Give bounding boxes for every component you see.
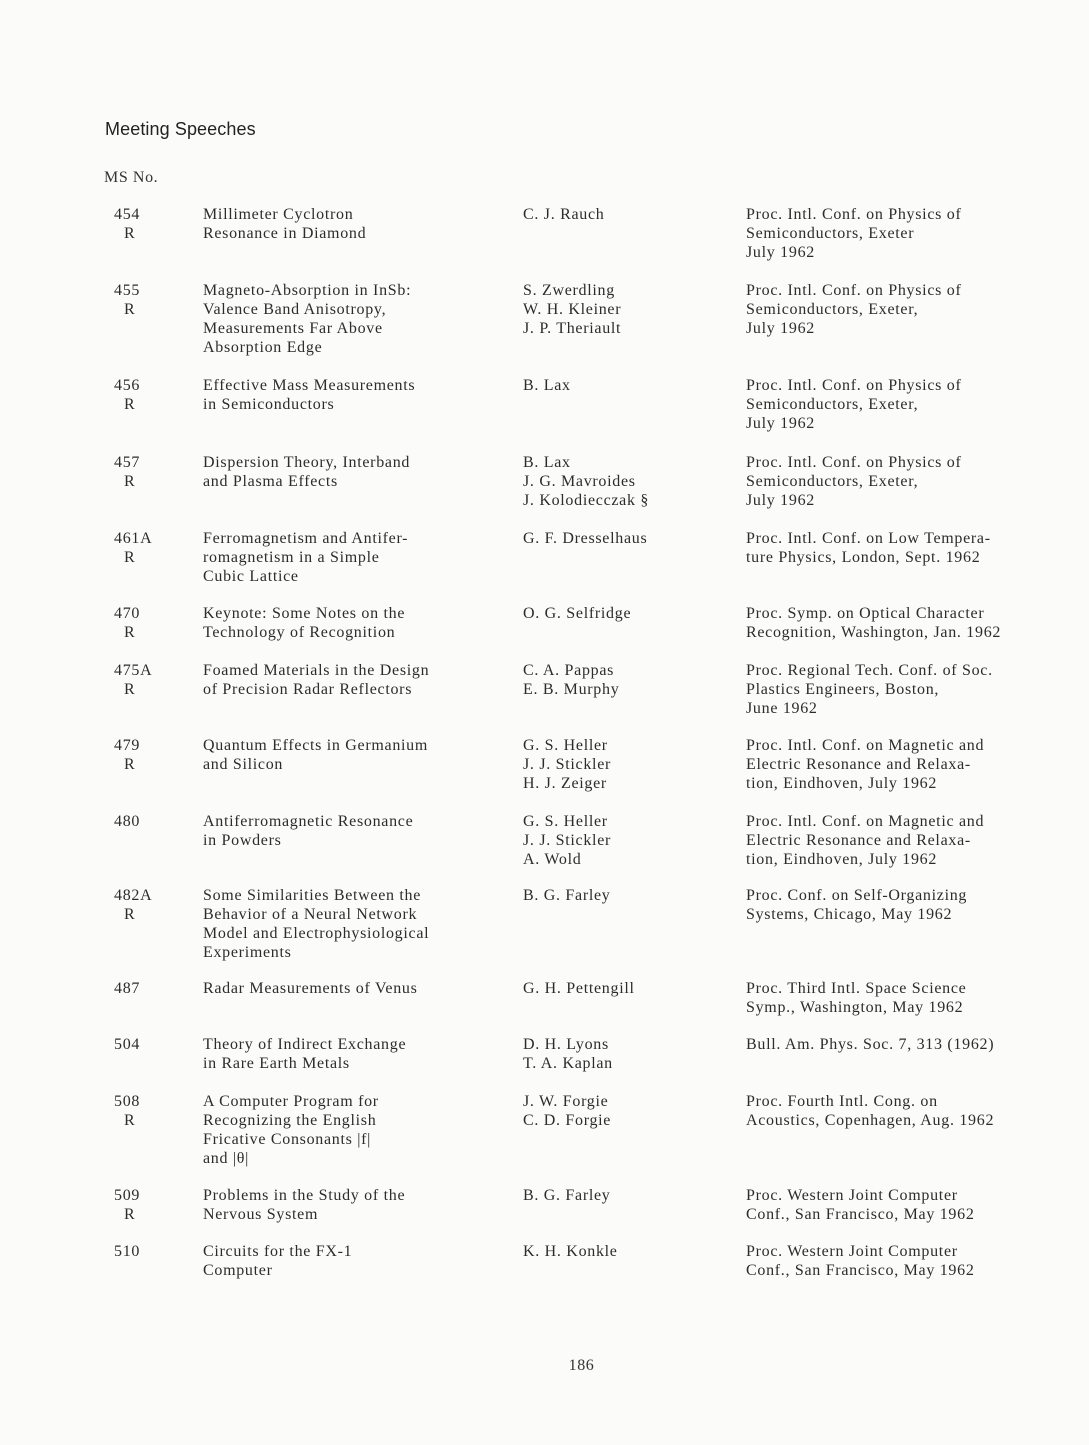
- speech-title: [203, 529, 513, 586]
- speech-authors: [523, 604, 733, 623]
- ms-number-value: 456: [114, 377, 141, 394]
- ms-number: [114, 1186, 174, 1224]
- ms-revision-mark: R: [124, 473, 136, 490]
- publication-line: Proc. Fourth Intl. Cong. on: [746, 1093, 938, 1110]
- speech-title-line: Antiferromagnetic Resonance: [203, 813, 414, 830]
- ms-number: [114, 1092, 174, 1130]
- speech-title: [203, 604, 513, 642]
- speech-title-line: Measurements Far Above: [203, 320, 383, 337]
- author-name: B. G. Farley: [523, 887, 611, 904]
- ms-number-value: 461A: [114, 530, 153, 547]
- publication-line: Conf., San Francisco, May 1962: [746, 1262, 975, 1279]
- speech-publication: [746, 736, 1086, 793]
- speech-authors: [523, 979, 733, 998]
- speech-title: [203, 1035, 513, 1073]
- speech-title: [203, 661, 513, 699]
- ms-number-value: 454: [114, 206, 141, 223]
- ms-number-value: 479: [114, 737, 141, 754]
- author-name: D. H. Lyons: [523, 1036, 609, 1053]
- ms-number: [114, 453, 174, 491]
- publication-line: Proc. Intl. Conf. on Magnetic and: [746, 813, 985, 830]
- ms-number: [114, 281, 174, 319]
- ms-revision-mark: R: [124, 225, 136, 242]
- page-number: 186: [568, 1357, 595, 1374]
- author-name: E. B. Murphy: [523, 681, 620, 698]
- publication-line: Semiconductors, Exeter,: [746, 396, 919, 413]
- ms-number-value: 487: [114, 980, 141, 997]
- ms-number-column-label: MS No.: [104, 169, 159, 186]
- speech-publication: [746, 453, 1086, 510]
- publication-line: Proc. Regional Tech. Conf. of Soc.: [746, 662, 993, 679]
- author-name: J. W. Forgie: [523, 1093, 609, 1110]
- author-name: C. A. Pappas: [523, 662, 615, 679]
- publication-line: Recognition, Washington, Jan. 1962: [746, 624, 1002, 641]
- ms-number: [114, 529, 174, 567]
- publication-line: Proc. Third Intl. Space Science: [746, 980, 967, 997]
- speech-title-line: Resonance in Diamond: [203, 225, 367, 242]
- author-name: J. J. Stickler: [523, 756, 612, 773]
- speech-authors: [523, 1035, 733, 1073]
- author-name: J. P. Theriault: [523, 320, 622, 337]
- publication-line: Proc. Intl. Conf. on Magnetic and: [746, 737, 985, 754]
- speech-authors: [523, 376, 733, 395]
- speech-publication: [746, 281, 1086, 338]
- publication-line: Acoustics, Copenhagen, Aug. 1962: [746, 1112, 995, 1129]
- publication-line: Systems, Chicago, May 1962: [746, 906, 953, 923]
- publication-line: Semiconductors, Exeter: [746, 225, 915, 242]
- author-name: O. G. Selfridge: [523, 605, 632, 622]
- speech-title: [203, 376, 513, 414]
- speech-publication: [746, 604, 1086, 642]
- speech-publication: [746, 205, 1086, 262]
- section-heading: Meeting Speeches: [105, 119, 256, 139]
- author-name: B. G. Farley: [523, 1187, 611, 1204]
- publication-line: Proc. Intl. Conf. on Low Tempera-: [746, 530, 991, 547]
- speech-title-line: Radar Measurements of Venus: [203, 980, 418, 997]
- speech-publication: [746, 1035, 1086, 1054]
- publication-line: Proc. Intl. Conf. on Physics of: [746, 206, 962, 223]
- speech-title: [203, 812, 513, 850]
- speech-title-line: Computer: [203, 1262, 273, 1279]
- ms-number: [114, 1242, 174, 1261]
- author-name: G. F. Dresselhaus: [523, 530, 648, 547]
- speech-authors: [523, 661, 733, 699]
- ms-number: [114, 886, 174, 924]
- publication-line: Semiconductors, Exeter,: [746, 473, 919, 490]
- speech-title-line: Model and Electrophysiological: [203, 925, 430, 942]
- speech-title-line: romagnetism in a Simple: [203, 549, 380, 566]
- speech-publication: [746, 1242, 1086, 1280]
- ms-number-value: 480: [114, 813, 141, 830]
- author-name: S. Zwerdling: [523, 282, 615, 299]
- speech-title-line: Circuits for the FX-1: [203, 1243, 353, 1260]
- speech-title-line: Dispersion Theory, Interband: [203, 454, 411, 471]
- speech-title-line: Foamed Materials in the Design: [203, 662, 430, 679]
- ms-number: [114, 604, 174, 642]
- speech-authors: [523, 812, 733, 869]
- speech-title-line: Keynote: Some Notes on the: [203, 605, 406, 622]
- publication-line: Proc. Intl. Conf. on Physics of: [746, 454, 962, 471]
- ms-number: [114, 812, 174, 831]
- ms-number-value: 482A: [114, 887, 153, 904]
- speech-title-line: Fricative Consonants |f|: [203, 1131, 372, 1148]
- speech-publication: [746, 1186, 1086, 1224]
- speech-title: [203, 1186, 513, 1224]
- publication-line: Proc. Symp. on Optical Character: [746, 605, 985, 622]
- speech-title-line: Experiments: [203, 944, 292, 961]
- ms-revision-mark: R: [124, 1112, 136, 1129]
- ms-revision-mark: R: [124, 681, 136, 698]
- speech-title-line: Quantum Effects in Germanium: [203, 737, 429, 754]
- speech-title-line: Ferromagnetism and Antifer-: [203, 530, 409, 547]
- speech-authors: [523, 529, 733, 548]
- ms-number: [114, 376, 174, 414]
- author-name: H. J. Zeiger: [523, 775, 607, 792]
- speech-title: [203, 1242, 513, 1280]
- speech-title: [203, 736, 513, 774]
- author-name: W. H. Kleiner: [523, 301, 622, 318]
- speech-publication: [746, 812, 1086, 869]
- speech-title-line: Millimeter Cyclotron: [203, 206, 354, 223]
- ms-number: [114, 1035, 174, 1054]
- speech-title: [203, 979, 513, 998]
- speech-title-line: Behavior of a Neural Network: [203, 906, 418, 923]
- speech-title: [203, 886, 513, 962]
- speech-title-line: Absorption Edge: [203, 339, 323, 356]
- ms-revision-mark: R: [124, 906, 136, 923]
- author-name: A. Wold: [523, 851, 582, 868]
- speech-authors: [523, 736, 733, 793]
- publication-line: Bull. Am. Phys. Soc. 7, 313 (1962): [746, 1036, 995, 1053]
- publication-line: Electric Resonance and Relaxa-: [746, 756, 971, 773]
- speech-authors: [523, 886, 733, 905]
- ms-number-value: 508: [114, 1093, 141, 1110]
- speech-title-line: and |θ|: [203, 1150, 250, 1167]
- publication-line: Electric Resonance and Relaxa-: [746, 832, 971, 849]
- ms-revision-mark: R: [124, 1206, 136, 1223]
- speech-title: [203, 453, 513, 491]
- author-name: G. S. Heller: [523, 813, 608, 830]
- speech-title-line: Problems in the Study of the: [203, 1187, 406, 1204]
- speech-publication: [746, 979, 1086, 1017]
- speech-authors: [523, 281, 733, 338]
- ms-number: [114, 661, 174, 699]
- author-name: G. S. Heller: [523, 737, 608, 754]
- publication-line: Proc. Intl. Conf. on Physics of: [746, 377, 962, 394]
- speech-title: [203, 205, 513, 243]
- author-name: B. Lax: [523, 377, 571, 394]
- speech-title-line: Effective Mass Measurements: [203, 377, 416, 394]
- ms-revision-mark: R: [124, 624, 136, 641]
- speech-publication: [746, 1092, 1086, 1130]
- publication-line: Symp., Washington, May 1962: [746, 999, 964, 1016]
- author-name: C. J. Rauch: [523, 206, 605, 223]
- ms-revision-mark: R: [124, 756, 136, 773]
- author-name: C. D. Forgie: [523, 1112, 612, 1129]
- publication-line: Proc. Conf. on Self-Organizing: [746, 887, 968, 904]
- speech-title: [203, 281, 513, 357]
- speech-authors: [523, 1242, 733, 1261]
- speech-title-line: in Rare Earth Metals: [203, 1055, 350, 1072]
- publication-line: ture Physics, London, Sept. 1962: [746, 549, 981, 566]
- ms-number-value: 457: [114, 454, 141, 471]
- author-name: G. H. Pettengill: [523, 980, 635, 997]
- ms-number-value: 509: [114, 1187, 141, 1204]
- speech-authors: [523, 1092, 733, 1130]
- author-name: T. A. Kaplan: [523, 1055, 613, 1072]
- publication-line: July 1962: [746, 415, 815, 432]
- ms-number: [114, 979, 174, 998]
- ms-revision-mark: R: [124, 549, 136, 566]
- author-name: J. Kolodiecczak §: [523, 492, 650, 509]
- speech-authors: [523, 205, 733, 224]
- speech-title-line: Valence Band Anisotropy,: [203, 301, 387, 318]
- ms-number: [114, 205, 174, 243]
- speech-publication: [746, 886, 1086, 924]
- speech-title-line: A Computer Program for: [203, 1093, 379, 1110]
- speech-title-line: and Silicon: [203, 756, 284, 773]
- author-name: J. J. Stickler: [523, 832, 612, 849]
- speech-title: [203, 1092, 513, 1168]
- speech-title-line: in Powders: [203, 832, 282, 849]
- publication-line: Proc. Intl. Conf. on Physics of: [746, 282, 962, 299]
- ms-revision-mark: R: [124, 396, 136, 413]
- speech-title-line: Technology of Recognition: [203, 624, 396, 641]
- speech-title-line: Some Similarities Between the: [203, 887, 422, 904]
- ms-number: [114, 736, 174, 774]
- publication-line: July 1962: [746, 244, 815, 261]
- speech-publication: [746, 661, 1086, 718]
- speech-title-line: Theory of Indirect Exchange: [203, 1036, 407, 1053]
- author-name: J. G. Mavroides: [523, 473, 636, 490]
- speech-title-line: Cubic Lattice: [203, 568, 299, 585]
- author-name: B. Lax: [523, 454, 571, 471]
- publication-line: Semiconductors, Exeter,: [746, 301, 919, 318]
- speech-title-line: in Semiconductors: [203, 396, 335, 413]
- author-name: K. H. Konkle: [523, 1243, 618, 1260]
- publication-line: tion, Eindhoven, July 1962: [746, 851, 938, 868]
- speech-title-line: of Precision Radar Reflectors: [203, 681, 413, 698]
- speech-title-line: Magneto-Absorption in InSb:: [203, 282, 412, 299]
- ms-number-value: 455: [114, 282, 141, 299]
- ms-number-value: 504: [114, 1036, 141, 1053]
- ms-number-value: 510: [114, 1243, 141, 1260]
- publication-line: June 1962: [746, 700, 818, 717]
- publication-line: Plastics Engineers, Boston,: [746, 681, 940, 698]
- publication-line: Conf., San Francisco, May 1962: [746, 1206, 975, 1223]
- publication-line: Proc. Western Joint Computer: [746, 1243, 958, 1260]
- speech-publication: [746, 529, 1086, 567]
- speech-publication: [746, 376, 1086, 433]
- speech-title-line: Recognizing the English: [203, 1112, 377, 1129]
- speech-title-line: and Plasma Effects: [203, 473, 338, 490]
- speech-title-line: Nervous System: [203, 1206, 319, 1223]
- ms-number-value: 475A: [114, 662, 153, 679]
- publication-line: July 1962: [746, 320, 815, 337]
- speech-authors: [523, 1186, 733, 1205]
- ms-revision-mark: R: [124, 301, 136, 318]
- ms-number-value: 470: [114, 605, 141, 622]
- speech-authors: [523, 453, 733, 510]
- publication-line: July 1962: [746, 492, 815, 509]
- publication-line: tion, Eindhoven, July 1962: [746, 775, 938, 792]
- publication-line: Proc. Western Joint Computer: [746, 1187, 958, 1204]
